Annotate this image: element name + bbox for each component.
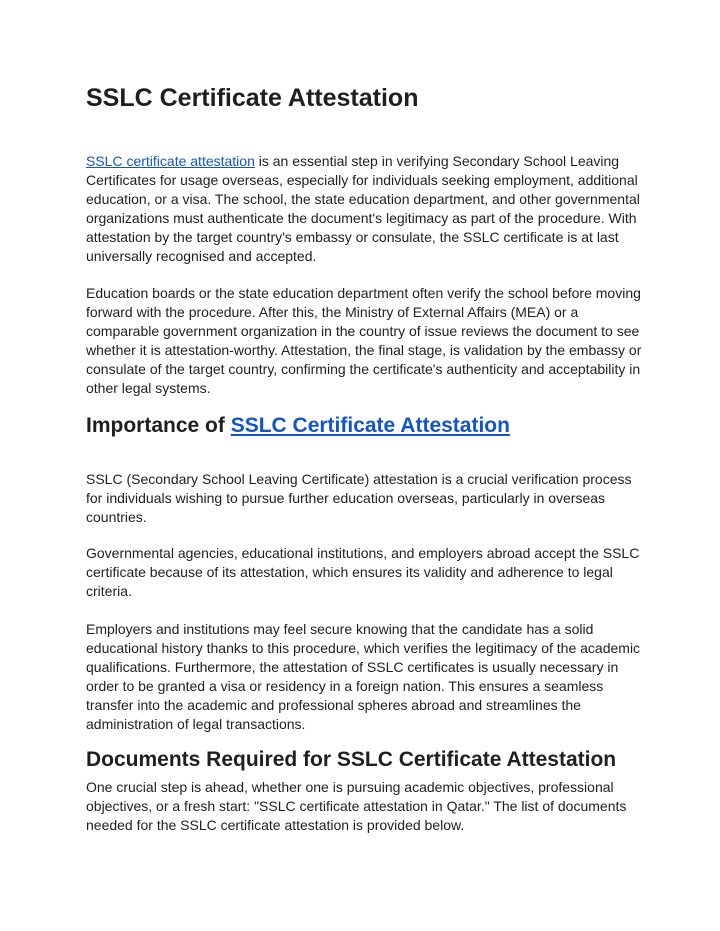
verification-paragraph: Education boards or the state education department often verify the school before moving forward with the procedure. After this, the Ministry of External Affairs (MEA) or a comparable government organization in the country of issue reviews the document to see whether it is attestation-worthy. Attestation, the final stage, is validation by the embassy or consulate of the target country, confirming the certificate's authenticity and acceptability in other legal systems. — [86, 285, 642, 396]
intro-paragraph — [86, 152, 642, 265]
intro-text: is an essential step in verifying Secondary School Leaving Certificates for usage overseas, especially for individuals seeking employment, additional education, or a visa. The school, the state education department, and other governmental organizations must authenticate the document's legitimacy as part of the procedure. With attestation by the target country's embassy or consulate, the SSLC certificate is at last universally recognised and accepted. — [86, 153, 640, 264]
page-title: SSLC Certificate Attestation — [86, 84, 419, 112]
documents-heading: Documents Required for SSLC Certificate Attestation — [86, 748, 617, 771]
importance-heading-prefix: Importance of — [86, 414, 231, 437]
importance-paragraph-1: SSLC (Secondary School Leaving Certificate) attestation is a crucial verification process for individuals wishing to pursue further education overseas, particularly in overseas countries. — [86, 471, 632, 525]
intro-link[interactable]: SSLC certificate attestation — [86, 153, 255, 169]
importance-heading — [86, 414, 510, 438]
documents-paragraph: One crucial step is ahead, whether one is pursuing academic objectives, professional objectives, or a fresh start: "SSLC certificate attestation in Qatar." The list of documents needed for the SSLC certificate attestation is provided below. — [86, 779, 627, 833]
importance-heading-link[interactable]: SSLC Certificate Attestation — [230, 414, 510, 437]
importance-paragraph-3: Employers and institutions may feel secure knowing that the candidate has a solid educational history thanks to this procedure, which verifies the legitimacy of the academic qualifications. Furthermore, the attestation of SSLC certificates is usually necessary in order to be granted a visa or residency in a foreign nation. This ensures a seamless transfer into the academic and professional spheres abroad and streamlines the administration of legal transactions. — [86, 621, 641, 732]
importance-paragraph-2: Governmental agencies, educational institutions, and employers abroad accept the SSLC certificate because of its attestation, which ensures its validity and adherence to legal criteria. — [86, 545, 640, 599]
